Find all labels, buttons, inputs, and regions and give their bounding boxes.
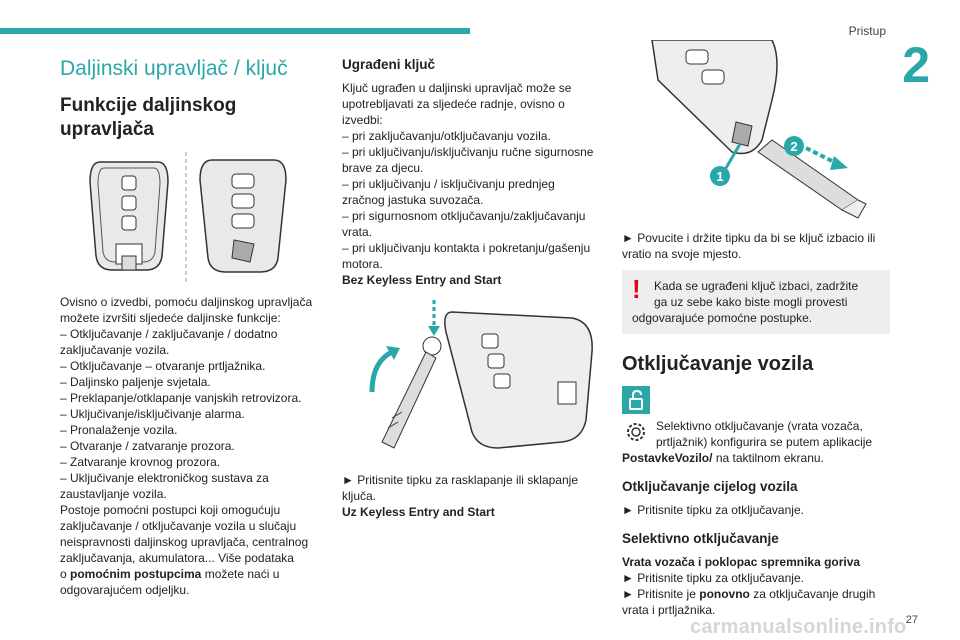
key-eject-icon [622, 40, 890, 220]
foldable-key-instructions: ► Pritisnite tipku za rasklapanje ili sklapanje ključa. Uz Keyless Entry and Start [342, 472, 604, 520]
key-eject-figure [622, 40, 890, 220]
gear-icon [622, 418, 650, 446]
remote-functions-title: Funkcije daljinskog upravljača [60, 95, 237, 140]
foldable-key-figure [342, 292, 604, 462]
header-accent-bar [0, 28, 470, 34]
integrated-key-title: Ugrađeni ključ [342, 57, 436, 72]
without-keyless-label: Bez Keyless Entry and Start [342, 273, 502, 287]
foldable-key-icon [342, 292, 604, 462]
selective-unlocking-actions: ► Pritisnite tipku za otključavanje. ► Pritisnite je ponovno za otključavanje drugih vrata i prtljažnika. [622, 571, 876, 617]
column-2 [342, 56, 604, 520]
callout-1: 1 [716, 169, 724, 184]
settings-vehicle-path: PostavkeVozilo/ [622, 451, 713, 465]
page-number: 27 [905, 614, 918, 626]
page-title: Daljinski upravljač / ključ [60, 57, 288, 80]
warning-box: ! Kada se ugrađeni ključ izbaci, zadržite ga uz sebe kako biste mogli provesti odgovarajuće pomoćne postupke. [622, 270, 890, 334]
remote-key-figure [60, 152, 320, 284]
watermark: carmanualsonline.info [690, 616, 907, 638]
selective-config-note: Selektivno otključavanje (vrata vozača, prtljažnik) konfigurira se putem aplikacije [622, 418, 890, 450]
column-1 [60, 56, 320, 598]
warning-icon: ! [632, 274, 641, 304]
remote-functions-text: Ovisno o izvedbi, pomoću daljinskog upravljača možete izvršiti sljedeće daljinske funkcije: – Otključavanje / zaključavanje / dodatno zaključavanje vozila. – Otključavanje – otvaranje prtljažnika. – Daljinsko paljenje svjetala. – Preklapanje/otklapanje vanjskih retrovizora. – Uključivanje/isključivanje alarma. – Pronalaženje vozila. – Otvaranje / zatvaranje prozora. – Zatvaranje krovnog prozora. – Uključivanje elektroničkog sustava za zaustavljanje vozila. Postoje pomoćni postupci koji omogućuju zaključavanje / otključavanje vozila u slučaju neispravnosti daljinskog upravljača, centralnog zaključavanja, akumulatora... Više podataka o pomoćnim postupcima možete naći u odgovarajućem odjeljku. [60, 295, 313, 597]
full-unlocking-title: Otključavanje cijelog vozila [622, 479, 798, 494]
column-3: 1 2 ► Povucite i držite tipku da bi se ključ izbacio ili vratio na svoje mjesto. ! Kada se ugrađeni ključ izbaci, zadržite ga uz sebe kako biste mogli provesti odgovarajuće pomoćne postupke. Otključavanje vozila Selektivno otključavanje (vrata vozača, prtljažnik) konfigurira se putem aplikacije PostavkeVozilo/ na taktilnom ekranu. Otključavanje cijelog vozila ► Pritisnite tipku za otključavanje. Selektivno otključavanje Vrata vozača i poklopac spremnika goriva ► Pritisnite tipku za otključavanje. ► Pritisnite je ponovno za otključavanje drugih vrata i prtljažnika. [622, 40, 890, 618]
unlock-icon-box [622, 386, 650, 414]
unlocking-title: Otključavanje vozila [622, 353, 814, 375]
integrated-key-text: Ključ ugrađen u daljinski upravljač može se upotrebljavati za sljedeće radnje, ovisno o izvedbi: – pri zaključavanju/otključavanju vozila. – pri uključivanju/isključivanju ručne sigurnosne brave za djecu. – pri uključivanju / isključivanju prednjeg zračnog jastuka suvozača. – pri sigurnosnom otključavanju/zaključavanju vrata. – pri uključivanju kontakta i pokretanju/gašenju motora. Bez Keyless Entry and Start [342, 80, 604, 288]
callout-2: 2 [790, 139, 798, 154]
key-eject-instructions: ► Povucite i držite tipku da bi se ključ izbacio ili vratio na svoje mjesto. [622, 231, 876, 261]
unlock-icon [622, 386, 650, 414]
full-unlocking-action: ► Pritisnite tipku za otključavanje. [622, 503, 804, 517]
remote-key-icon [60, 152, 320, 284]
section-name: Pristup [848, 24, 886, 38]
selective-unlocking-title: Selektivno otključavanje [622, 531, 779, 546]
with-keyless-label: Uz Keyless Entry and Start [342, 505, 495, 519]
selective-unlocking-subtitle: Vrata vozača i poklopac spremnika goriva [622, 555, 861, 569]
auxiliary-procedures-link: pomoćnim postupcima [70, 567, 202, 581]
chapter-number: 2 [902, 37, 930, 93]
